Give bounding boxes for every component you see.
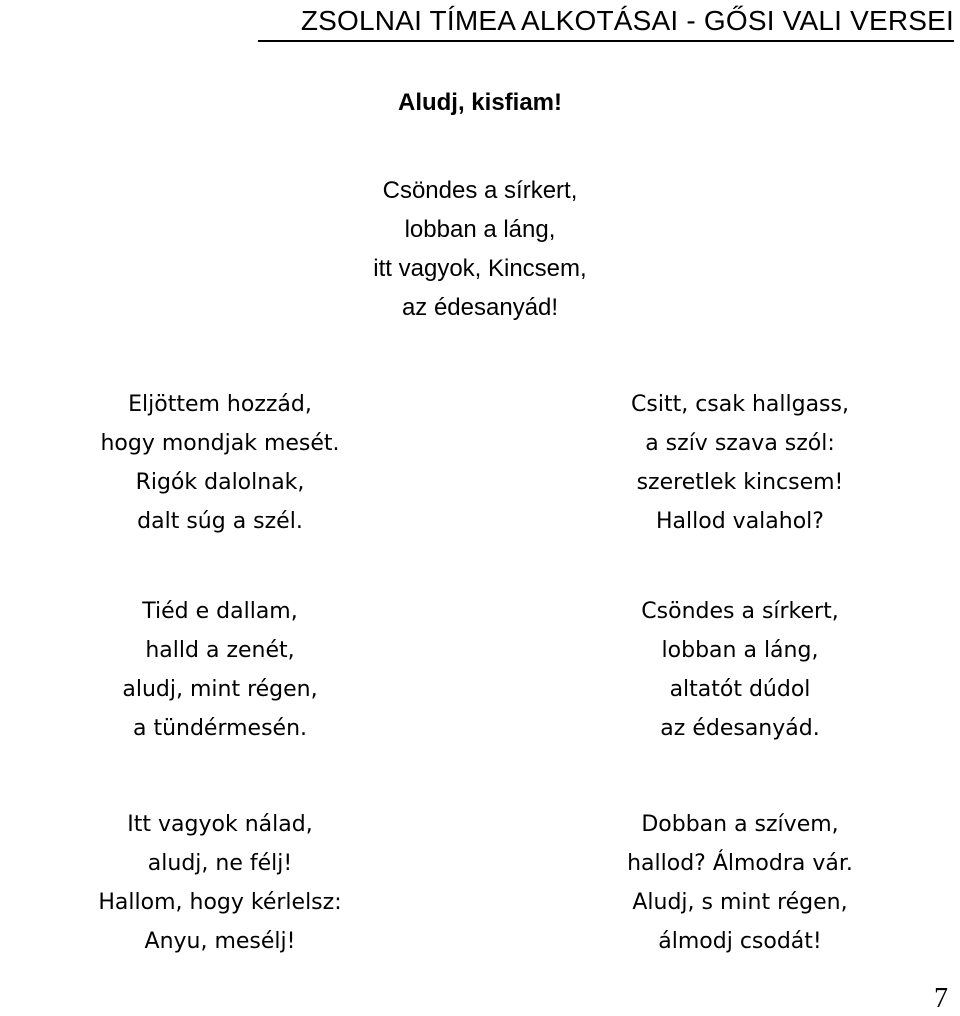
intro-stanza	[280, 171, 680, 327]
right-stanza-3	[540, 805, 940, 961]
stanza-line: álmodj csodát!	[658, 929, 822, 954]
stanza-line: hogy mondjak mesét.	[100, 431, 340, 456]
stanza-line: Hallod valahol?	[656, 509, 824, 534]
stanza-line: lobban a láng,	[661, 638, 819, 663]
page-number: 7	[934, 983, 948, 1014]
right-stanza-2	[540, 592, 940, 748]
stanza-line: Dobban a szívem,	[641, 812, 839, 837]
header-underline	[258, 40, 954, 42]
stanza-line: hallod? Álmodra vár.	[627, 851, 853, 876]
stanza-line: halld a zenét,	[145, 638, 295, 663]
stanza-line: lobban a láng,	[404, 216, 556, 243]
stanza-line: szeretlek kincsem!	[636, 470, 844, 495]
stanza-line: aludj, ne félj!	[147, 851, 293, 876]
stanza-line: a szív szava szól:	[645, 431, 835, 456]
stanza-line: Hallom, hogy kérlelsz:	[98, 890, 342, 915]
left-stanza-1	[20, 385, 420, 541]
stanza-line: Anyu, mesélj!	[144, 929, 296, 954]
stanza-line: aludj, mint régen,	[122, 677, 318, 702]
stanza-line: Rigók dalolnak,	[135, 470, 305, 495]
stanza-line: Tiéd e dallam,	[142, 599, 298, 624]
left-stanza-3	[20, 805, 420, 961]
stanza-line: az édesanyád!	[401, 294, 559, 321]
stanza-line: dalt súg a szél.	[137, 509, 303, 534]
stanza-line: altatót dúdol	[669, 677, 811, 702]
right-stanza-1	[540, 385, 940, 541]
stanza-line: az édesanyád.	[660, 716, 820, 741]
stanza-line: Aludj, s mint régen,	[632, 890, 848, 915]
stanza-line: a tündérmesén.	[132, 716, 308, 741]
document-header: ZSOLNAI TÍMEA ALKOTÁSAI - GŐSI VALI VERSEI	[300, 5, 954, 36]
stanza-line: Csitt, csak hallgass,	[631, 392, 849, 417]
poem-title: Aludj, kisfiam!	[397, 89, 563, 116]
stanza-line: Csöndes a sírkert,	[641, 599, 839, 624]
stanza-line: Itt vagyok nálad,	[127, 812, 313, 837]
stanza-line: Eljöttem hozzád,	[128, 392, 312, 417]
stanza-line: itt vagyok, Kincsem,	[373, 255, 587, 282]
stanza-line: Csöndes a sírkert,	[382, 177, 578, 204]
left-stanza-2	[20, 592, 420, 748]
